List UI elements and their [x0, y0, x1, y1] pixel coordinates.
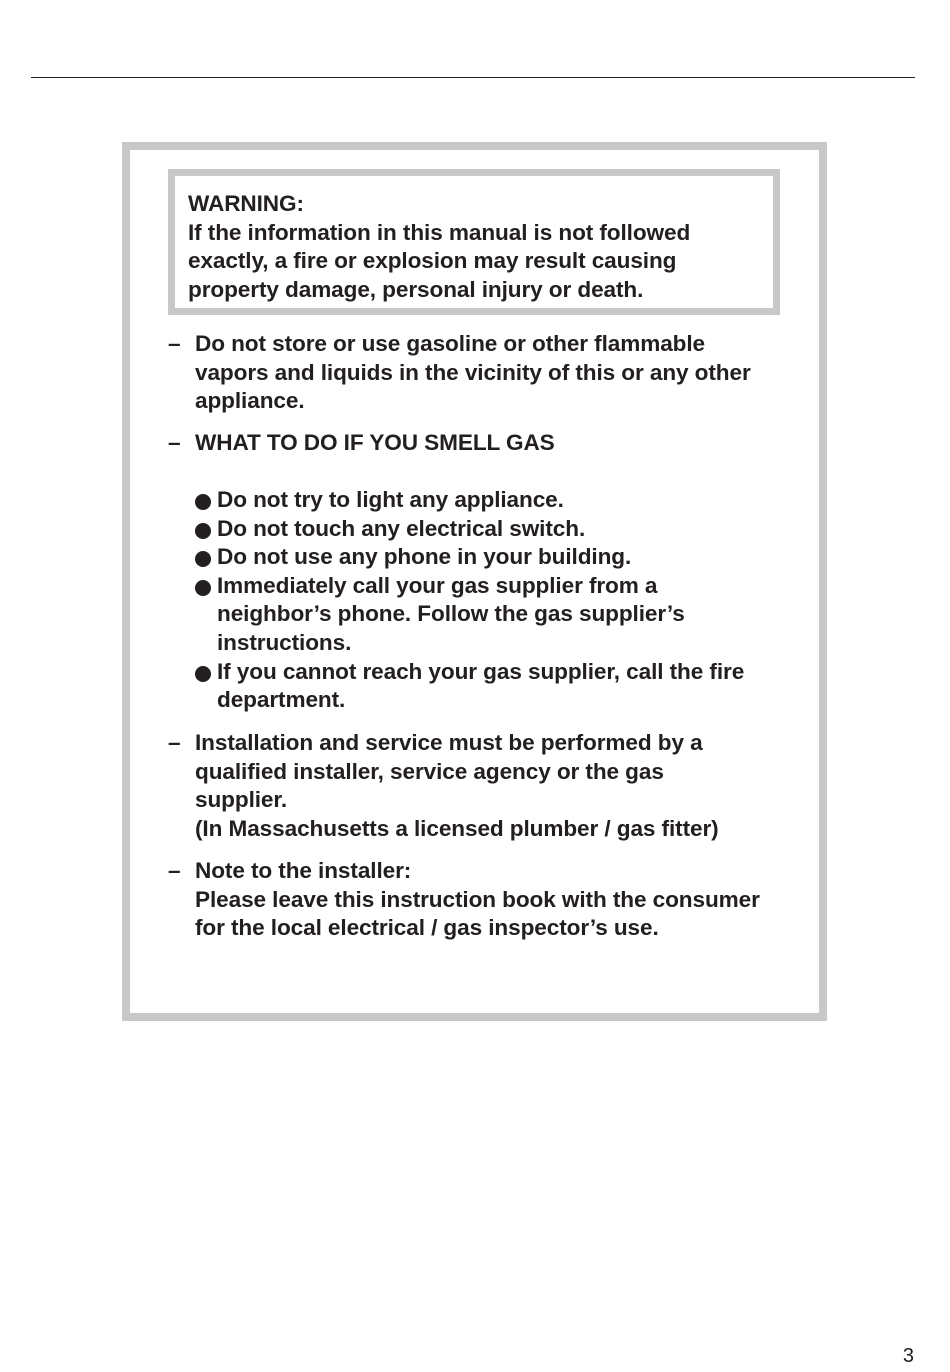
instruction-title: Note to the installer: [195, 858, 412, 883]
dash-marker: – [168, 730, 181, 755]
instruction-text: Installation and service must be performed by a qualified installer, service agency or the gas supplier. [195, 730, 703, 813]
bullet-icon [195, 494, 211, 510]
warning-body: If the information in this manual is not followed exactly, a fire or explosion may result causing property damage, personal injury or death. [188, 219, 691, 302]
page-number: 3 [902, 1345, 914, 1367]
warning-title: WARNING: [188, 191, 304, 216]
gas-step-text: If you cannot reach your gas supplier, call the fire department. [217, 658, 745, 713]
list-item [193, 515, 793, 544]
header-rule [31, 77, 915, 78]
gas-step-text: Do not use any phone in your building. [217, 544, 632, 570]
instruction-note: (In Massachusetts a licensed plumber / gas fitter) [195, 815, 719, 841]
instruction-text: Please leave this instruction book with the consumer for the local electrical / gas inspector’s use. [195, 886, 760, 941]
dash-marker: – [168, 331, 181, 356]
bullet-icon [195, 580, 211, 596]
gas-step-text: Do not touch any electrical switch. [217, 515, 586, 541]
instruction-body [195, 857, 795, 943]
warning-text [188, 190, 748, 304]
bullet-icon [195, 551, 211, 567]
list-item [193, 658, 777, 715]
warning-box [168, 169, 780, 315]
instruction-heading: WHAT TO DO IF YOU SMELL GAS [195, 430, 555, 455]
bullet-icon [195, 523, 211, 539]
list-item [193, 486, 793, 515]
instruction-text: Do not store or use gasoline or other flammable vapors and liquids in the vicinity of this or any other appliance. [195, 331, 751, 414]
gas-step-text: Immediately call your gas supplier from a neighbor’s phone. Follow the gas supplier’s instructions. [217, 572, 685, 655]
list-item [193, 543, 793, 572]
bullet-icon [195, 666, 211, 682]
instruction-body [195, 729, 795, 843]
gas-steps-list [193, 486, 793, 715]
gas-step-text: Do not try to light any appliance. [217, 487, 564, 512]
list-item [193, 572, 747, 658]
dash-marker: – [168, 858, 181, 883]
dash-marker: – [168, 430, 181, 455]
